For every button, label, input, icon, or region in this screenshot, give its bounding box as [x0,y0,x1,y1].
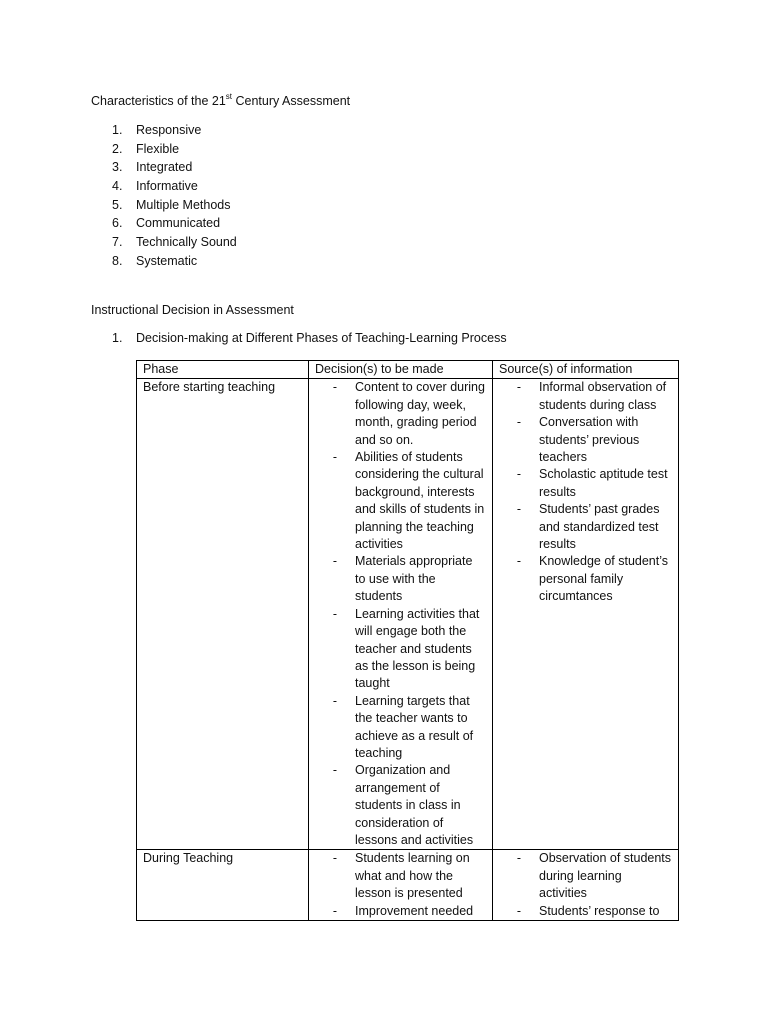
source-item: - Students’ response to [516,903,660,918]
source-item: - Knowledge of student’s personal family circumtances [516,554,669,604]
decision-item: - Materials appropriate to use with the students [332,554,473,604]
sources-cell [493,850,679,921]
column-header-decisions: Decision(s) to be made [309,361,493,379]
list-item: 4. Informative [112,179,198,194]
column-header-sources: Source(s) of information [493,361,679,379]
table-row [137,850,679,921]
source-item: - Conversation with students’ previous teachers [516,415,640,465]
subsection-title: Decision-making at Different Phases of Teaching-Learning Process [136,331,507,345]
phase-cell: During Teaching [137,850,309,921]
source-item: - Informal observation of students during class [516,380,667,412]
list-item: 3. Integrated [112,160,193,175]
decision-item: - Organization and arrangement of students in class in consideration of lessons and activities [332,763,474,847]
phase-cell: Before starting teaching [137,379,309,850]
table-row [137,379,679,850]
list-item: 6. Communicated [112,216,221,231]
title-text-end: Century Assessment [232,94,351,108]
list-item: 7. Technically Sound [112,235,237,250]
list-item: 1. Responsive [112,123,202,137]
decisions-cell [309,850,493,921]
decision-item: - Learning targets that the teacher wants to achieve as a result of teaching [332,693,474,760]
section-title-characteristics [91,93,350,110]
source-item: - Observation of students during learning activities [516,851,672,901]
sources-cell [493,379,679,850]
table-header-row [137,361,679,379]
decision-item: - Improvement needed [332,903,474,918]
decision-item: - Students learning on what and how the lesson is presented [332,851,470,901]
section-title-instructional-decision: Instructional Decision in Assessment [91,303,294,317]
column-header-phase: Phase [137,361,309,379]
list-item: 5. Multiple Methods [112,197,231,212]
subsection-number: 1. [112,331,123,345]
list-item: 2. Flexible [112,141,180,156]
characteristics-list [91,122,237,272]
source-item: - Scholastic aptitude test results [516,467,668,499]
title-superscript: st [225,91,233,101]
decision-table [136,360,679,921]
subsection-heading [112,330,507,347]
source-item: - Students’ past grades and standardized test results [516,502,660,552]
decision-item: - Abilities of students considering the cultural background, interests and skills of students in planning the teaching activities [332,450,485,552]
list-item: 8. Systematic [112,253,198,268]
decision-item: - Content to cover during following day, week, month, grading period and so on. [332,380,485,447]
decision-item: - Learning activities that will engage both the teacher and students as the lesson is being taught [332,606,480,691]
title-text-start: Characteristics of the 21 [91,94,226,108]
decisions-cell [309,379,493,850]
